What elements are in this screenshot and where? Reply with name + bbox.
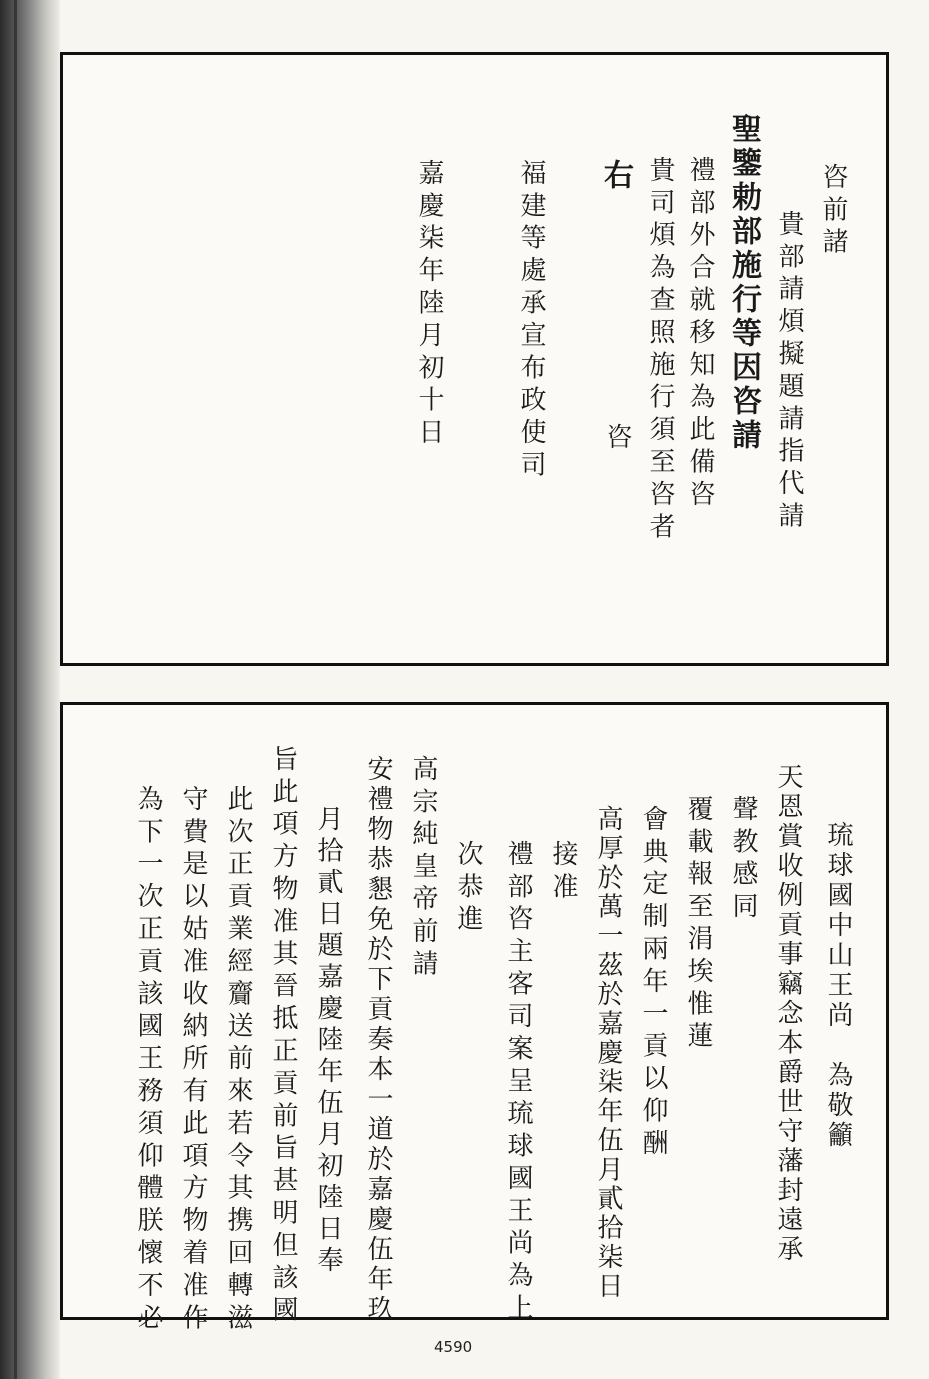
text-column: 月拾貳日題嘉慶陸年伍月初陸日奉 — [313, 805, 343, 1278]
text-column: 安禮物恭懇免於下貢奏本一道於嘉慶伍年玖 — [363, 755, 393, 1325]
text-column: 聲教感同 — [728, 795, 758, 925]
text-column: 聖鑒勅部施行等因咨請 — [726, 113, 761, 453]
upper-document-panel — [60, 52, 889, 666]
text-column: 次恭進 — [453, 840, 483, 938]
lower-document-panel — [60, 702, 889, 1336]
text-column: 此次正貢業經齎送前來若令其携回轉滋 — [223, 785, 253, 1336]
text-column: 會典定制兩年一貢以仰酬 — [638, 805, 668, 1162]
text-column: 禮部咨主客司案呈琉球國王尚為上 — [503, 840, 533, 1326]
text-column: 覆載報至涓埃惟蓮 — [683, 795, 713, 1055]
text-column: 咨前諸 — [818, 163, 848, 261]
text-column: 高厚於萬一茲於嘉慶柒年伍月貳拾柒日 — [593, 805, 623, 1302]
date-column: 嘉慶柒年陸月初十日 — [414, 159, 444, 451]
text-column: 高宗純皇帝前請 — [408, 755, 438, 982]
text-column: 咨 — [602, 423, 632, 456]
text-column: 禮部外合就移知為此備咨 — [685, 156, 715, 513]
text-column: 琉球國中山王尚 為敬籲 — [823, 821, 853, 1151]
text-column: 貴司煩為查照施行須至咨者 — [645, 156, 675, 545]
text-column: 旨此項方物准其晉抵正貢前旨甚明但該國 — [268, 745, 298, 1329]
book-binding-shadow — [0, 0, 60, 1379]
text-column: 貴部請煩擬題請指代請 — [774, 210, 804, 534]
text-column: 天恩賞收例貢事竊念本爵世守藩封遠承 — [773, 763, 803, 1265]
text-column: 為下一次正貢該國王務須仰體朕懷不必 — [133, 785, 163, 1336]
text-column: 接准 — [548, 840, 578, 905]
page-number: 4590 — [434, 1338, 473, 1356]
text-column: 右 — [598, 159, 633, 193]
text-column: 守費是以姑准收納所有此項方物着准作 — [178, 785, 208, 1336]
text-column: 福建等處承宣布政使司 — [516, 159, 546, 483]
binding-edge-line — [14, 0, 17, 1379]
